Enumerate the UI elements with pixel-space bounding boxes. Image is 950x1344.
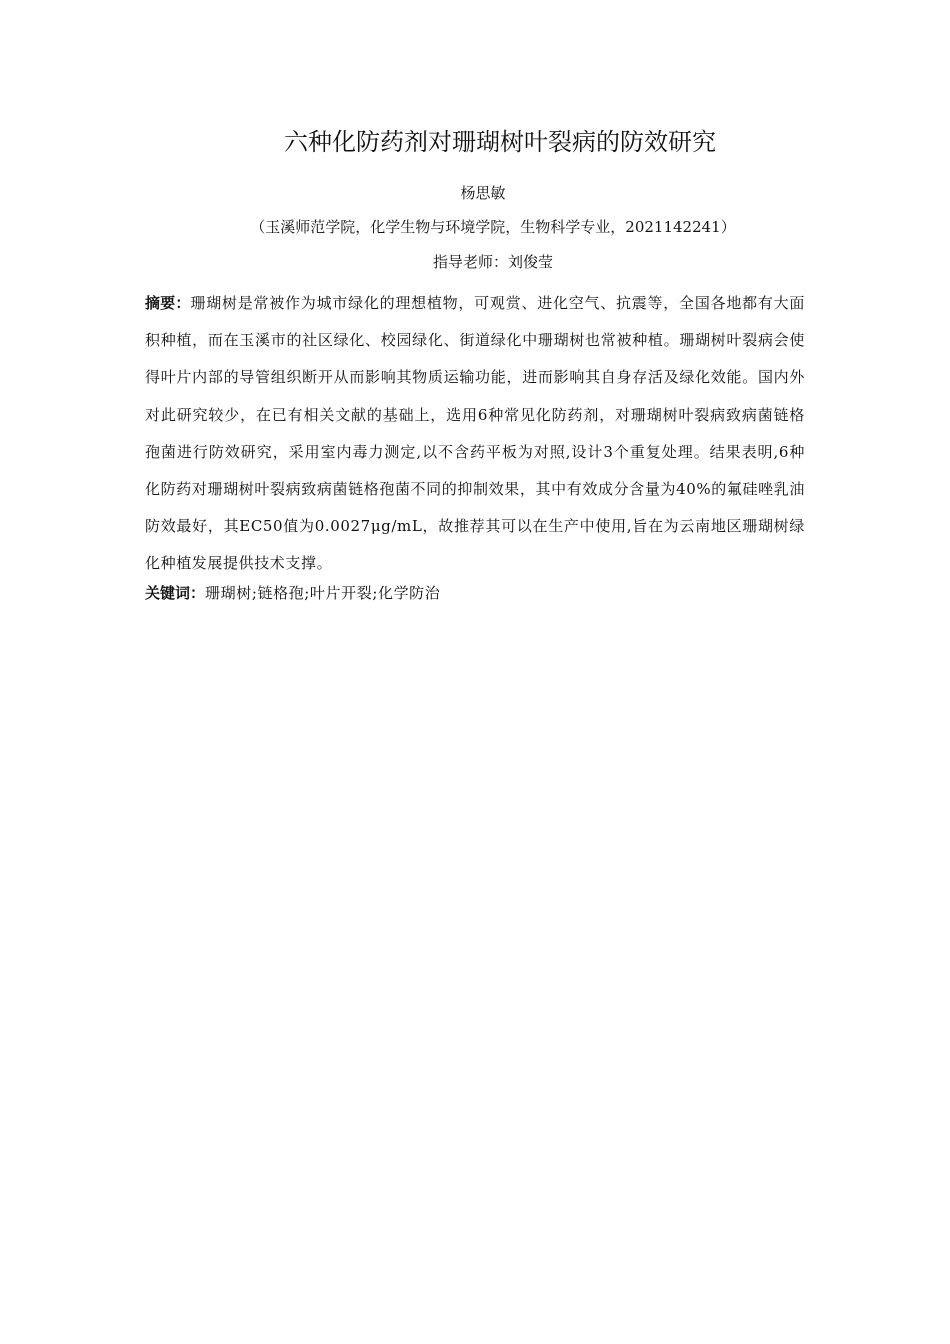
keywords-text: 珊瑚树;链格孢;叶片开裂;化学防治 <box>205 584 441 602</box>
advisor-line: 指导老师：刘俊莹 <box>432 253 553 271</box>
keywords-label: 关键词： <box>145 584 206 602</box>
keywords-line <box>145 581 805 605</box>
abstract-label: 摘要： <box>145 294 191 312</box>
abstract-paragraph <box>145 285 805 583</box>
author-name: 杨思敏 <box>460 184 506 202</box>
author-affiliation: （玉溪师范学院，化学生物与环境学院，生物科学专业，2021142241） <box>250 218 736 236</box>
abstract-text: 珊瑚树是常被作为城市绿化的理想植物，可观赏、进化空气、抗震等，全国各地都有大面积种植，而在玉溪市的社区绿化、校园绿化、街道绿化中珊瑚树也常被种植。珊瑚树叶裂病会使得叶片内部的导管组织断开从而影响其物质运输功能，进而影响其自身存活及绿化效能。国内外对此研究较少，在已有相关文献的基础上，选用6种常见化防药剂，对珊瑚树叶裂病致病菌链格孢菌进行防效研究，采用室内毒力测定,以不含药平板为对照,设计3个重复处理。结果表明,6种化防药对珊瑚树叶裂病致病菌链格孢菌不同的抑制效果，其中有效成分含量为40%的氟硅唑乳油防效最好，其EC50值为0.0027μg/mL，故推荐其可以在生产中使用,旨在为云南地区珊瑚树绿化种植发展提供技术支撑。 <box>145 294 805 573</box>
paper-title: 六种化防药剂对珊瑚树叶裂病的防效研究 <box>284 128 716 156</box>
